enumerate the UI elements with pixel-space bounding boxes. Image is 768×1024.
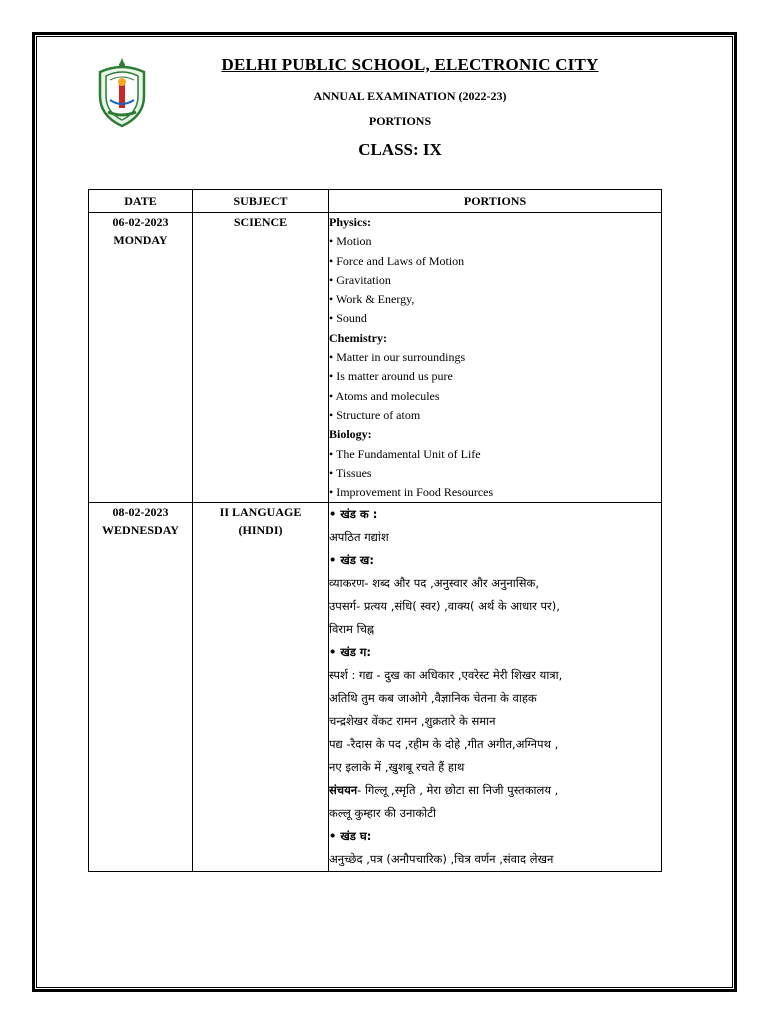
section-heading: • खंड घ: [329, 829, 372, 844]
topic-item: • Improvement in Food Resources [329, 485, 494, 500]
subject-cell [193, 213, 329, 503]
subject-cell [193, 503, 329, 872]
column-header-subject: SUBJECT [193, 190, 329, 213]
class-title: CLASS: IX [358, 140, 442, 159]
topic-line: स्पर्श : गद्य - दुख का अधिकार ,एवरेस्ट मेरी शिखर यात्रा, [329, 668, 563, 683]
section-heading: • खंड ख: [329, 553, 374, 568]
topic-line: अपठित गद्यांश [329, 530, 389, 545]
topic-line: विराम चिह्न [329, 622, 375, 637]
sanchayan-text: - गिल्लू ,स्मृति , मेरा छोटा सा निजी पुस्तकालय , [357, 783, 559, 798]
column-header-date: DATE [89, 190, 193, 213]
exam-day: MONDAY [113, 233, 168, 247]
topic-line: पद्य -रैदास के पद ,रहीम के दोहे ,गीत अगीत,अग्निपथ , [329, 737, 559, 752]
topic-item: • Force and Laws of Motion [329, 253, 465, 268]
table-header-row [89, 190, 662, 213]
topic-item: • Is matter around us pure [329, 369, 453, 384]
school-name: DELHI PUBLIC SCHOOL, ELECTRONIC CITY [221, 55, 599, 74]
topic-line: व्याकरण- शब्द और पद ,अनुस्वार और अनुनासिक, [329, 576, 539, 591]
subject-name: SCIENCE [233, 215, 288, 229]
date-cell [89, 213, 193, 503]
topic-item: • Work & Energy, [329, 292, 415, 307]
topic-item: • Tissues [329, 465, 372, 480]
topic-line [329, 779, 661, 802]
topic-item: • Structure of atom [329, 407, 421, 422]
exam-date: 06-02-2023 [112, 215, 169, 229]
topic-line: उपसर्ग- प्रत्यय ,संधि( स्वर) ,वाक्य( अर्थ के आधार पर), [329, 599, 560, 614]
portions-table [88, 189, 662, 872]
topic-line: चन्द्रशेखर वेंकट रामन ,शुक्रतारे के समान [329, 714, 496, 729]
subject-name: II LANGUAGE [219, 505, 302, 520]
biology-heading: Biology: [329, 427, 372, 442]
topic-item: • Matter in our surroundings [329, 350, 466, 365]
portions-cell [329, 503, 662, 872]
topic-item: • Atoms and molecules [329, 388, 440, 403]
topic-line: अनुच्छेद ,पत्र (अनौपचारिक) ,चित्र वर्णन ,संवाद लेखन [329, 852, 554, 867]
topic-line: कल्लू कुम्हार की उनाकोटी [329, 806, 436, 821]
sanchayan-label: संचयन [329, 783, 358, 798]
portions-cell [329, 213, 662, 503]
topic-item: • Sound [329, 311, 367, 326]
portions-title: PORTIONS [368, 114, 432, 128]
school-logo-icon [94, 56, 150, 128]
topic-line: अतिथि तुम कब जाओगे ,वैज्ञानिक चेतना के वाहक [329, 691, 537, 706]
topic-item: • Gravitation [329, 272, 391, 287]
table-row [89, 503, 662, 872]
section-heading: • खंड क : [329, 507, 378, 522]
subject-subname: (HINDI) [238, 523, 283, 538]
exam-date: 08-02-2023 [112, 505, 169, 520]
column-header-portions: PORTIONS [329, 190, 662, 213]
chemistry-heading: Chemistry: [329, 330, 387, 345]
physics-heading: Physics: [329, 215, 371, 229]
exam-title: ANNUAL EXAMINATION (2022-23) [313, 89, 507, 103]
topic-item: • Motion [329, 234, 372, 249]
date-cell [89, 503, 193, 872]
topic-item: • The Fundamental Unit of Life [329, 446, 481, 461]
table-row [89, 213, 662, 503]
topic-line: नए इलाके में ,खुशबू रचते हैं हाथ [329, 760, 465, 775]
exam-day: WEDNESDAY [102, 523, 179, 538]
section-heading: • खंड ग: [329, 645, 371, 660]
